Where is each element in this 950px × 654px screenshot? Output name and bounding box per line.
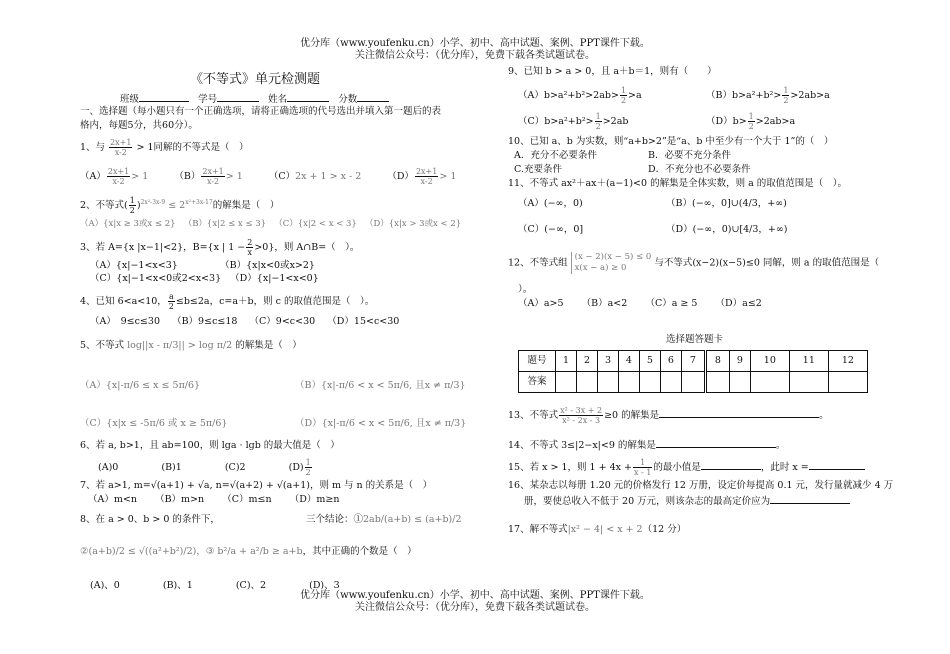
q4-stem: 4、已知 6<a<10， $\frac{a}{2}$ ≤b≤2a，c=a＋b，则 c 的取值范围是（ ）。 <box>80 292 375 311</box>
q16-answer-blank[interactable] <box>770 494 850 504</box>
name-blank[interactable] <box>287 92 329 102</box>
field-score: 分数 <box>338 94 358 105</box>
q11-option-a: （A）(−∞，0) <box>518 198 583 209</box>
q4-option-a: （A） 9≤c≤30 <box>90 316 160 327</box>
q5-option-d: （D）{x|-π/6 < x < 5π/6, 且x ≠ π/3} <box>295 418 467 429</box>
card-num: 2 <box>576 351 597 372</box>
q7-option-a: （A）m<n <box>88 494 137 505</box>
q6-option-d: (D) <box>288 462 304 473</box>
q16-line1: 16、某杂志以每册 1.20 元的价格发行 12 万册，设定价每提高 0.1 元，发行量就减少 4 万 <box>508 480 894 491</box>
q6-stem: 6、若 a, b>1，且 ab=100，则 lga · lgb 的最大值是（ ） <box>80 440 340 451</box>
answer-card-table <box>518 350 868 393</box>
answer-cell[interactable] <box>681 372 705 393</box>
q12-option-c: （C）a ≥ 5 <box>645 298 698 309</box>
card-num: 7 <box>681 351 705 372</box>
q3-stem: 3、若 A={x |x−1|<2}，B={x | 1 − $\frac{2}{x}$ >0}，则 A∩B=（ ）。 <box>80 238 360 257</box>
card-num: 12 <box>828 351 867 372</box>
answer-cell[interactable] <box>789 372 828 393</box>
q9-option-b: （B）b>a²+b²> $\frac{1}{2}$ >2ab>a <box>706 86 830 105</box>
card-num: 10 <box>750 351 789 372</box>
answer-cell[interactable] <box>597 372 618 393</box>
q15-stem: 15、若 x > 1，则 1 + 4x + $\frac{1}{x - 1}$ 的最小值是 ，此时 x = <box>508 458 865 477</box>
q9-option-c: （C）b>a²+b²> $\frac{1}{2}$ >2ab <box>518 112 629 131</box>
q14-stem: 14、不等式 3≤|2−x|<9 的解集是 。 <box>508 440 786 451</box>
answer-cell[interactable] <box>828 372 867 393</box>
q15-min-blank[interactable] <box>701 460 761 470</box>
card-num: 6 <box>660 351 681 372</box>
q13-stem: 13、不等式 $\frac{\text{x² - 3x + 2}}{\text{x² - 2x - 3}}$ ≥0 的解集是 。 <box>508 406 829 425</box>
q7-options <box>88 494 339 506</box>
field-number: 学号 <box>198 94 218 105</box>
q11-option-d: （D）(−∞，0)∪[4/3，+∞) <box>666 224 788 235</box>
q2-option-d: （D）{x|x > 3或x < 2} <box>364 219 462 229</box>
q3-options-row2 <box>90 273 319 285</box>
q8-option-c: (C)、2 <box>235 580 267 591</box>
field-name: 姓名 <box>268 94 288 105</box>
q1-option-b: （B） <box>174 171 201 182</box>
number-blank[interactable] <box>217 92 259 102</box>
header-line-2: 关注微信公众号：（优分库），免费下载各类试题试卷。 <box>355 50 595 61</box>
q7-option-c: （C）m≤n <box>222 494 272 505</box>
answer-cell[interactable] <box>660 372 681 393</box>
q12-option-d: （D）a≤2 <box>715 298 762 309</box>
card-num: 5 <box>639 351 660 372</box>
q8-stem-2: 三个结论：①2ab/(a+b) ≤ (a+b)/2 <box>306 514 462 525</box>
card-num: 9 <box>729 351 750 372</box>
q14-answer-blank[interactable] <box>656 438 776 448</box>
q16-line2: 册，要使总收入不低于 20 万元，则该杂志的最高定价应为 <box>524 494 850 508</box>
answer-cell[interactable] <box>576 372 597 393</box>
q2-option-c: （C）{x|2 < x < 3} <box>274 219 357 229</box>
q10-option-b: B．必要不充分条件 <box>648 150 731 161</box>
q10-option-c: C.充要条件 <box>514 164 562 175</box>
answer-cell[interactable] <box>729 372 750 393</box>
q11-option-c: （C）(−∞，0] <box>518 224 584 235</box>
card-num: 8 <box>705 351 729 372</box>
q10-option-a: A．充分不必要条件 <box>514 150 597 161</box>
score-blank[interactable] <box>357 92 389 102</box>
q15-x-blank[interactable] <box>809 460 865 470</box>
card-num: 3 <box>597 351 618 372</box>
q11-stem: 11、不等式 ax²＋ax＋(a−1)<0 的解集是全体实数，则 a 的取值范围是（ ）。 <box>508 178 848 189</box>
q5-stem: 5、不等式 log||x - π/3|| > log π/2 的解集是（ ） <box>80 340 302 351</box>
q4-options <box>90 316 399 328</box>
q5-option-b: （B）{x|-π/6 < x < 5π/6, 且x ≠ π/3} <box>295 380 466 391</box>
q1-option-d: （D） <box>387 171 414 182</box>
q6-options: (A)0 (B)1 (C)2 (D) $\frac{1}{2}$ <box>98 458 311 477</box>
section1-line2: 格内，每题5分，共60分）。 <box>80 120 198 131</box>
q7-stem: 7、若 a>1, m=√(a+1) + √a, n=√(a+2) + √(a+1)，则 m 与 n 的关系是（ ） <box>80 480 433 491</box>
q2-option-b: （B）{x|2 ≤ x ≤ 3} <box>183 219 267 229</box>
card-num: 4 <box>618 351 639 372</box>
q2-options <box>80 218 461 230</box>
q3-option-b: （B）{x|x<0或x>2} <box>220 260 315 271</box>
q12-option-a: （A）a>5 <box>518 298 564 309</box>
q1-stem: 1、与 $\frac{2x+1}{x-2}$ > 1同解的不等式是（ ） <box>80 138 249 157</box>
footer-line-2: 关注微信公众号：（优分库），免费下载各类试题试卷。 <box>355 602 595 613</box>
row-label-number: 题号 <box>519 351 556 372</box>
q1-option-a: （A） <box>80 171 106 182</box>
q12-stem: 12、不等式组 (x − 2)(x − 5) ≤ 0 x(x − a) ≥ 0 与不等式(x−2)(x−5)≤0 同解，则 a 的取值范围是（ <box>508 252 880 273</box>
q3-option-d: （D）{x|−1<x<0} <box>230 273 319 284</box>
q2-option-a: （A）{x|x ≥ 3或x ≤ 2} <box>80 219 176 229</box>
info-fields <box>120 92 389 106</box>
q9-option-a: （A）b>a²+b²>2ab> $\frac{1}{2}$ >a <box>518 86 642 105</box>
q8-stem-3: ②(a+b)/2 ≤ √((a²+b²)/2)，③ b²/a + a²/b ≥ a+b，其中正确的个数是（ ） <box>80 546 417 557</box>
q10-option-d: D．不充分也不必要条件 <box>648 164 751 175</box>
q6-option-c: (C)2 <box>224 462 246 473</box>
q3-options-row1 <box>90 260 315 272</box>
q4-option-c: （C）9<c<30 <box>249 316 316 327</box>
q12-options <box>518 298 762 310</box>
footer-line-1: 优分库（www.youfenku.cn）小学、初中、高中试题、案例、PPT课件下载。 <box>300 590 650 601</box>
q1-frac: $\frac{2x+1}{x-2}$ <box>110 138 132 157</box>
section1-line1: 一、选择题（每小题只有一个正确选项，请将正确选项的代号选出并填入第一题后的表 <box>80 106 442 117</box>
q5-option-a: （A）{x|-π/6 ≤ x ≤ 5π/6} <box>80 380 201 391</box>
answer-cell[interactable] <box>618 372 639 393</box>
class-blank[interactable] <box>139 92 189 102</box>
q6-option-a: (A)0 <box>98 462 119 473</box>
q9-option-d: （D）b> $\frac{1}{2}$ >2ab>a <box>706 112 796 131</box>
q2-stem: 2、不等式( $\frac{1}{2}$ )$^{2x^2-3x-9} \le 2^{x^2+3x-17}$的解集是（ ） <box>80 196 280 215</box>
card-num: 1 <box>556 351 577 372</box>
field-class: 班级 <box>120 94 140 105</box>
q3-option-a: （A）{x|−1<x<3} <box>90 260 178 271</box>
q6-option-b: (B)1 <box>161 462 182 473</box>
q12-option-b: （B）a<2 <box>581 298 628 309</box>
answer-card-row-answers <box>519 372 868 393</box>
q7-option-d: （D）m≥n <box>289 494 340 505</box>
q13-answer-blank[interactable] <box>659 408 819 418</box>
q8-stem-1: 8、在 a > 0、b > 0 的条件下， <box>80 514 220 525</box>
answer-card-title: 选择题答题卡 <box>666 334 724 345</box>
answer-cell[interactable] <box>556 372 577 393</box>
answer-card-row-numbers <box>519 351 868 372</box>
answer-cell[interactable] <box>639 372 660 393</box>
q12-close: ）。 <box>518 284 533 295</box>
q9-stem: 9、已知 b > a > 0，且 a＋b＝1，则有（ ） <box>508 66 717 77</box>
q1-option-c: （C） <box>268 171 296 182</box>
q3-option-c: （C）{x|−1<x<0或2<x<3} <box>90 273 222 284</box>
q17-stem: 17、解不等式|x² − 4| < x + 2（12 分） <box>508 524 687 535</box>
answer-cell[interactable] <box>750 372 789 393</box>
answer-cell[interactable] <box>705 372 729 393</box>
q4-option-d: （D）15<c<30 <box>327 316 400 327</box>
header-line-1: 优分库（www.youfenku.cn）小学、初中、高中试题、案例、PPT课件下载。 <box>300 38 650 49</box>
card-num: 11 <box>789 351 828 372</box>
q10-stem: 10、已知 a、b 为实数，则“a+b>2”是“a、b 中至少有一个大于 1”的（ ） <box>508 136 834 147</box>
q8-option-b: (B)、1 <box>162 580 193 591</box>
q7-option-b: （B）m>n <box>155 494 205 505</box>
row-label-answer: 答案 <box>519 372 556 393</box>
q8-option-d: (D)、3 <box>309 580 340 591</box>
paper-title: 《不等式》单元检测题 <box>190 72 321 87</box>
q5-option-c: （C）{x|x ≤ -5π/6 或 x ≥ 5π/6} <box>80 418 228 429</box>
q4-option-b: （B）9≤c≤18 <box>172 316 238 327</box>
q8-option-a: (A)、0 <box>90 580 120 591</box>
q11-option-b: （B）(−∞，0]∪(4/3，+∞) <box>666 198 787 209</box>
q1-options: （A） $\frac{2x+1}{x-2}$ > 1 （B） $\frac{2x+1}{x-2}$ > 1 （C）2x + 1 > x - 2 （D） $\frac{2x+1}{x-2}$ > 1 <box>80 167 457 186</box>
